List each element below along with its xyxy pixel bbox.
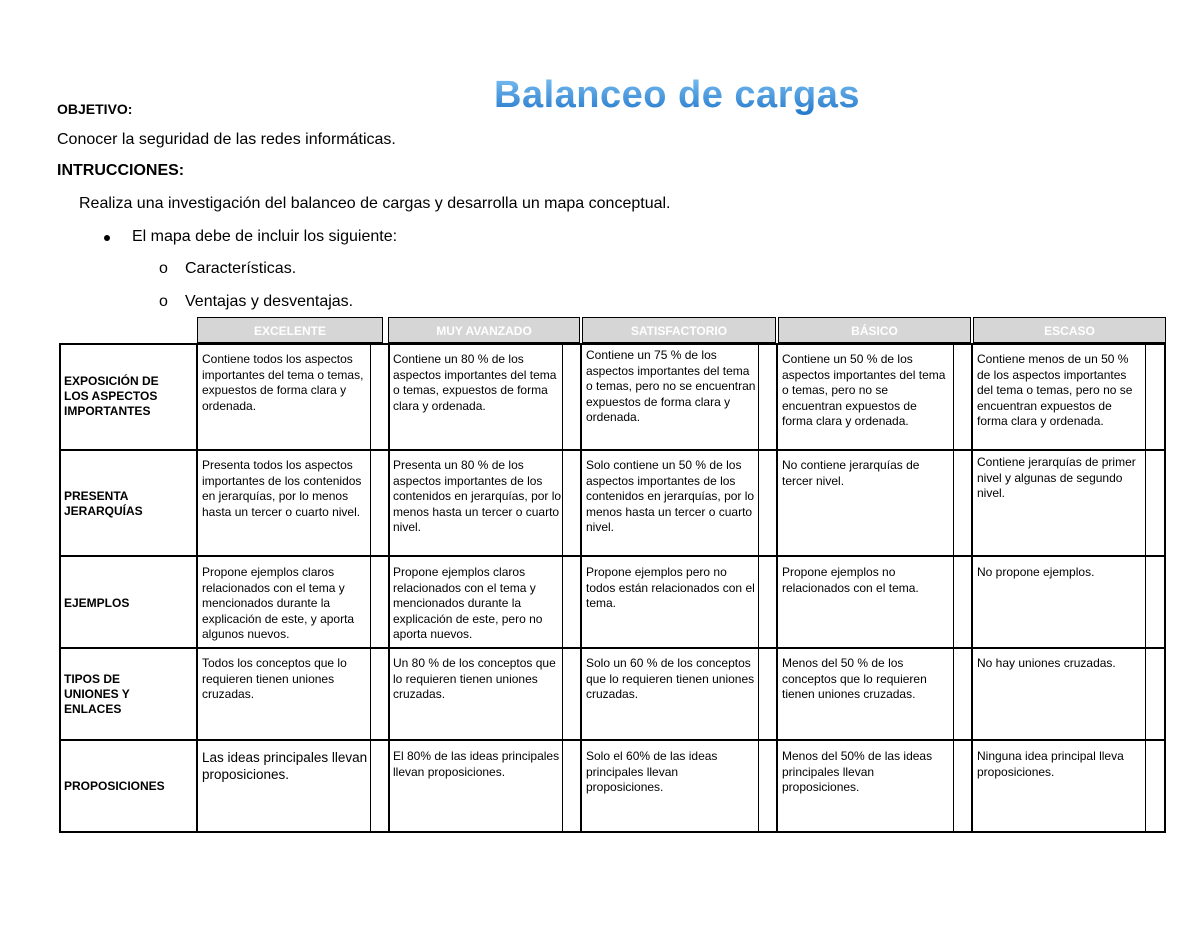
- cell-satisfactorio: Solo el 60% de las ideas principales llevan proposiciones.: [586, 749, 718, 794]
- level-label: BÁSICO: [851, 324, 898, 338]
- level-label: EXCELENTE: [253, 324, 326, 338]
- column-divider: [196, 343, 198, 833]
- cell-excelente: Propone ejemplos claros relacionados con el tema y mencionados durante la explicación de este, y aporta algunos nuevos.: [202, 565, 355, 641]
- column-divider: [776, 343, 778, 833]
- column-divider: [971, 343, 973, 833]
- cell-escaso: Contiene jerarquías de primer nivel y algunas de segundo nivel.: [977, 455, 1136, 500]
- column-divider: [580, 343, 582, 833]
- column-divider: [1145, 343, 1146, 833]
- row-divider: [59, 647, 1166, 649]
- cell-escaso: Contiene menos de un 50 % de los aspectos importantes del tema o temas, pero no se encuentran expuestos de forma clara y ordenada.: [977, 352, 1133, 428]
- cell-excelente: Todos los conceptos que lo requieren tienen uniones cruzadas.: [202, 656, 347, 701]
- cell-basico: Propone ejemplos no relacionados con el tema.: [782, 565, 919, 595]
- cell-muy-avanzado: Presenta un 80 % de los aspectos importantes de los contenidos en jerarquías, por lo menos hasta un tercer o cuarto nivel.: [393, 458, 562, 534]
- row-label-jerarquias: PRESENTA JERARQUÍAS: [64, 489, 143, 518]
- sub-item-text: Características.: [185, 260, 297, 277]
- level-header-satisfactorio: [582, 317, 776, 343]
- cell-escaso: Ninguna idea principal lleva proposiciones.: [977, 749, 1124, 779]
- cell-excelente: Las ideas principales llevan proposiciones.: [202, 750, 368, 782]
- level-label: SATISFACTORIO: [630, 324, 728, 338]
- row-label-ejemplos: EJEMPLOS: [64, 596, 130, 610]
- cell-satisfactorio: Solo contiene un 50 % de los aspectos importantes de los contenidos en jerarquías, por lo menos hasta un tercer o cuarto nivel.: [586, 458, 755, 534]
- instrucciones-label: INTRUCCIONES:: [57, 162, 185, 179]
- cell-satisfactorio: Propone ejemplos pero no todos están relacionados con el tema.: [586, 565, 755, 610]
- row-divider: [59, 555, 1166, 557]
- row-label-exposicion: EXPOSICIÓN DE LOS ASPECTOS IMPORTANTES: [64, 374, 159, 418]
- bullet-text: El mapa debe de incluir los siguiente:: [132, 228, 398, 245]
- cell-excelente: Contiene todos los aspectos importantes del tema o temas, expuestos de forma clara y ordenada.: [202, 352, 364, 413]
- sub-marker: o: [159, 260, 168, 277]
- cell-satisfactorio: Contiene un 75 % de los aspectos importantes del tema o temas, pero no se encuentran expuestos de forma clara y ordenada.: [586, 348, 756, 424]
- level-header-excelente: [197, 317, 383, 343]
- cell-basico: Menos del 50% de las ideas principales llevan proposiciones.: [782, 749, 933, 794]
- cell-muy-avanzado: Contiene un 80 % de los aspectos importantes del tema o temas, expuestos de forma clara y ordenada.: [393, 352, 557, 413]
- cell-basico: Menos del 50 % de los conceptos que lo requieren tienen uniones cruzadas.: [782, 656, 927, 701]
- level-label: MUY AVANZADO: [436, 324, 532, 338]
- column-divider: [758, 343, 759, 833]
- cell-escaso: No propone ejemplos.: [977, 565, 1095, 579]
- row-divider: [59, 449, 1166, 451]
- row-label-proposiciones: PROPOSICIONES: [64, 779, 165, 793]
- column-divider: [388, 343, 390, 833]
- row-label-tipos-uniones: TIPOS DE UNIONES Y ENLACES: [64, 672, 130, 716]
- cell-muy-avanzado: El 80% de las ideas principales llevan proposiciones.: [393, 749, 560, 779]
- bullet-dot-icon: [104, 235, 110, 241]
- level-label: ESCASO: [1044, 324, 1095, 338]
- column-divider: [953, 343, 954, 833]
- level-header-muy-avanzado: [388, 317, 580, 343]
- cell-muy-avanzado: Propone ejemplos claros relacionados con el tema y mencionados durante la explicación de este, pero no aporta nuevos.: [393, 565, 543, 641]
- cell-muy-avanzado: Un 80 % de los conceptos que lo requieren tienen uniones cruzadas.: [393, 656, 556, 701]
- row-divider: [59, 739, 1166, 741]
- sub-marker: o: [159, 293, 168, 310]
- cell-excelente: Presenta todos los aspectos importantes de los contenidos en jerarquías, por lo menos hasta un tercer o cuarto nivel.: [202, 458, 362, 519]
- objetivo-text: Conocer la seguridad de las redes informáticas.: [57, 131, 396, 148]
- cell-basico: No contiene jerarquías de tercer nivel.: [782, 458, 920, 488]
- cell-escaso: No hay uniones cruzadas.: [977, 656, 1116, 670]
- cell-basico: Contiene un 50 % de los aspectos importantes del tema o temas, pero no se encuentran expuestos de forma clara y ordenada.: [782, 352, 946, 428]
- level-header-escaso: [973, 317, 1166, 343]
- level-header-basico: [778, 317, 971, 343]
- instrucciones-text: Realiza una investigación del balanceo de cargas y desarrolla un mapa conceptual.: [79, 195, 671, 212]
- cell-satisfactorio: Solo un 60 % de los conceptos que lo requieren tienen uniones cruzadas.: [586, 656, 755, 701]
- sub-item-text: Ventajas y desventajas.: [185, 293, 354, 310]
- objetivo-label: OBJETIVO:: [57, 101, 133, 117]
- document-title: Balanceo de cargas: [494, 74, 860, 116]
